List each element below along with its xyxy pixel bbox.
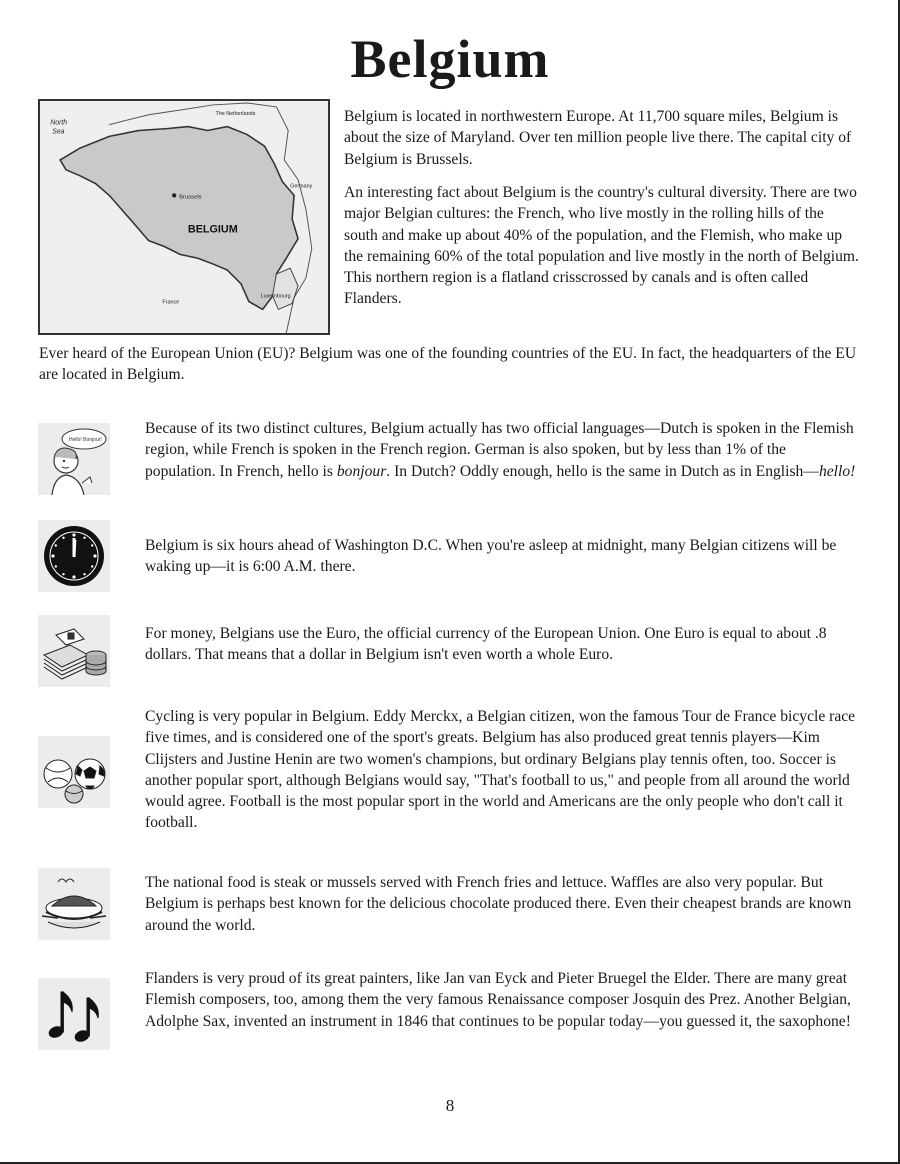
language-paragraph	[145, 418, 860, 482]
map-netherlands-label: The Netherlands	[215, 110, 256, 117]
language-text-b: . In Dutch? Oddly enough, hello is the same in Dutch as in English—	[386, 462, 819, 480]
page-number: 8	[445, 1096, 455, 1115]
time-paragraph: Belgium is six hours ahead of Washington D.C. When you're asleep at midnight, many Belgian citizens will be waking up—it is 6:00 A.M. there.	[145, 537, 837, 576]
music-paragraph: Flanders is very proud of its great painters, like Jan van Eyck and Pieter Bruegel the Elder. There are many great Flemish composers, too, among them the very famous Renaissance composer Josquin des Prez. Another Belgian, Adolphe Sax, invented an instrument in 1846 that continues to be popular today—you guessed it, the saxophone!	[145, 970, 851, 1030]
language-text-a: Because of its two distinct cultures, Belgium actually has two official languages—Dutch is spoken in the Flemish region, while French is spoken in the French region. German is also spoken, but by less than 1% of the population. In French, hello is	[145, 420, 854, 480]
belgium-map	[38, 99, 330, 335]
map-capital-label: Brussels	[179, 194, 202, 201]
page-title: Belgium	[350, 29, 550, 89]
music-notes-icon	[38, 978, 110, 1050]
food-paragraph: The national food is steak or mussels served with French fries and lettuce. Waffles are also very popular. But Belgium is perhaps best known for the delicious chocolate produced there. Even their cheapest brands are known around the world.	[145, 874, 852, 934]
sports-balls-icon	[38, 736, 110, 808]
bubble-text: Hello! Bonjour!	[69, 437, 102, 443]
money-stack-icon	[38, 615, 110, 687]
map-germany-label: Germany	[290, 183, 313, 190]
map-france-label: France	[162, 299, 180, 306]
map-luxembourg-label: Luxembourg	[260, 293, 291, 300]
intro-paragraph-2: An interesting fact about Belgium is the country's cultural diversity. There are two major Belgian cultures: the French, who live mostly in the rolling hills of the south and make up about 40% of the population, and the Flemish, who make up the remaining 60% of the total population and live mostly in the north of Belgium. This northern region is a flatland crisscrossed by canals and is often called Flanders.	[344, 184, 859, 308]
food-dish-icon	[38, 868, 110, 940]
map-country-label: BELGIUM	[187, 223, 238, 236]
sports-paragraph: Cycling is very popular in Belgium. Eddy Merckx, a Belgian citizen, won the famous Tour de France bicycle race five times, and is considered one of the sport's greats. Belgium has also produced great tennis players—Kim Clijsters and Justine Henin are two women's champions, but ordinary Belgians play tennis often, too. Soccer is another popular sport, although Belgians would say, "That's football to us," and people from all around the world would agree. Football is the most popular sport in the world and Americans are the only people who don't call it football.	[145, 708, 856, 832]
map-sea-label: North	[50, 119, 68, 127]
map-sea-label-2: Sea	[52, 128, 65, 136]
intro-paragraph-3: Ever heard of the European Union (EU)? Belgium was one of the founding countries of the EU. In fact, the headquarters of the EU are located in Belgium.	[39, 345, 857, 384]
intro-paragraph-1: Belgium is located in northwestern Europe. At 11,700 square miles, Belgium is about the size of Maryland. Over ten million people live there. The capital city of Belgium is Brussels.	[344, 108, 852, 168]
clock-icon	[38, 520, 110, 592]
language-hello: hello!	[818, 462, 856, 480]
money-paragraph: For money, Belgians use the Euro, the official currency of the European Union. One Euro is equal to about .8 dollars. That means that a dollar in Belgium isn't even worth a whole Euro.	[145, 625, 827, 664]
speech-bubble-person-icon	[38, 423, 110, 495]
map-graphic	[40, 101, 328, 333]
language-bonjour: bonjour	[336, 462, 387, 480]
